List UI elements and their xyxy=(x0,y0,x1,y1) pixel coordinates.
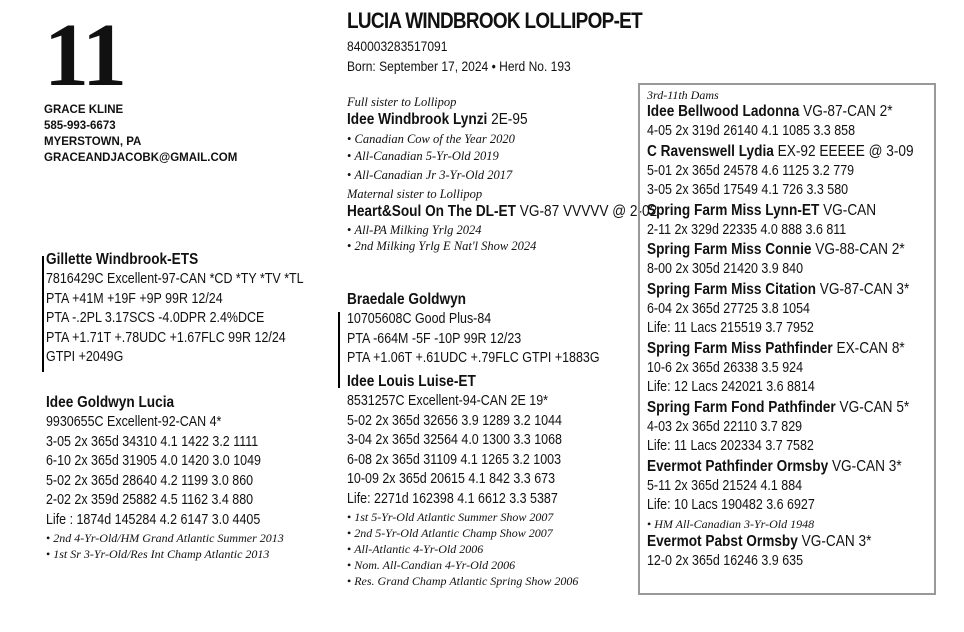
full-sister-note: • All-Canadian Jr 3-Yr-Old 2017 xyxy=(347,167,552,183)
dam-name: Idee Goldwyn Lucia xyxy=(46,394,175,411)
granddam-name: Idee Louis Luise-ET xyxy=(347,373,476,390)
sire-line: PTA +1.71T +.78UDC +1.67FLC 99R 12/24 xyxy=(46,329,286,346)
mgs-section xyxy=(347,290,641,369)
dam-note: • 2nd 4-Yr-Old/HM Grand Atlantic Summer 2013 xyxy=(46,530,296,546)
granddam-line: 3-04 2x 365d 32564 4.0 1300 3.3 1068 xyxy=(347,432,562,448)
owner-info xyxy=(44,102,237,166)
full-sister-section xyxy=(347,94,552,183)
dam-entry-note: • HM All-Canadian 3-Yr-Old 1948 xyxy=(647,516,950,532)
dam-entry-line: 3-05 2x 365d 17549 4.1 726 3.3 580 xyxy=(647,182,849,198)
granddam-line: 10-09 2x 365d 20615 4.1 842 3.3 673 xyxy=(347,471,556,487)
granddam-note: • Nom. All-Candian 4-Yr-Old 2006 xyxy=(347,557,597,573)
mgs-bracket xyxy=(338,312,340,388)
sire-name: Gillette Windbrook-ETS xyxy=(46,251,199,268)
full-sister-name: Idee Windbrook Lynzi 2E-95 xyxy=(347,111,528,128)
granddam-line: 8531257C Excellent-94-CAN 2E 19* xyxy=(347,393,549,409)
granddam-note: • 2nd 5-Yr-Old Atlantic Champ Show 2007 xyxy=(347,525,597,541)
granddam-note: • All-Atlantic 4-Yr-Old 2006 xyxy=(347,541,597,557)
dam-entry-name: Evermot Pabst Ormsby VG-CAN 3* xyxy=(647,532,872,550)
dam-entry-name: C Ravenswell Lydia EX-92 EEEEE @ 3-09 xyxy=(647,142,914,160)
maternal-sister-note: • 2nd Milking Yrlg E Nat'l Show 2024 xyxy=(347,238,700,254)
dam-entry-line: Life: 11 Lacs 202334 3.7 7582 xyxy=(647,438,814,454)
animal-id: 840003283517091 xyxy=(347,38,448,54)
dam-entry-line: 12-0 2x 365d 16246 3.9 635 xyxy=(647,552,804,569)
dam-line: 2-02 2x 359d 25882 4.5 1162 3.4 880 xyxy=(46,492,254,508)
dam-line: Life : 1874d 145284 4.2 6147 3.0 4405 xyxy=(46,511,261,528)
dams-box-content xyxy=(647,88,950,571)
sire-section xyxy=(46,250,346,368)
mgs-line: PTA -664M -5F -10P 99R 12/23 xyxy=(347,330,522,347)
dam-entry-line: 6-04 2x 365d 27725 3.8 1054 xyxy=(647,300,810,317)
dam-entry-line: 5-01 2x 365d 24578 4.6 1125 3.2 779 xyxy=(647,162,855,179)
granddam-note: • Res. Grand Champ Atlantic Spring Show 2006 xyxy=(347,573,597,589)
dam-section xyxy=(46,393,296,562)
dam-entry-line: Life: 11 Lacs 215519 3.7 7952 xyxy=(647,320,814,336)
dam-entry-line: 4-05 2x 319d 26140 4.1 1085 3.3 858 xyxy=(647,123,856,139)
sire-line: PTA +41M +19F +9P 99R 12/24 xyxy=(46,290,223,307)
mgs-name: Braedale Goldwyn xyxy=(347,291,467,308)
animal-name: LUCIA WINDBROOK LOLLIPOP-ET xyxy=(347,8,642,33)
dam-line: 5-02 2x 365d 28640 4.2 1199 3.0 860 xyxy=(46,472,254,489)
owner-email: GRACEANDJACOBK@GMAIL.COM xyxy=(44,152,238,164)
dam-entry-line: Life: 12 Lacs 242021 3.6 8814 xyxy=(647,379,815,395)
full-sister-note: • Canadian Cow of the Year 2020 xyxy=(347,131,552,147)
animal-born: Born: September 17, 2024 • Herd No. 193 xyxy=(347,58,571,74)
sire-bracket xyxy=(42,256,44,372)
dams-box-label: 3rd-11th Dams xyxy=(647,88,719,102)
sire-line: 7816429C Excellent-97-CAN *CD *TY *TV *TL xyxy=(46,271,304,287)
dam-entry-name: Spring Farm Miss Lynn-ET VG-CAN xyxy=(647,201,877,219)
dam-line: 3-05 2x 365d 34310 4.1 1422 3.2 1111 xyxy=(46,433,259,450)
granddam-line: 6-08 2x 365d 31109 4.1 1265 3.2 1003 xyxy=(347,451,562,468)
maternal-sister-note: • All-PA Milking Yrlg 2024 xyxy=(347,222,700,238)
dam-entry-name: Evermot Pathfinder Ormsby VG-CAN 3* xyxy=(647,457,902,475)
maternal-sister-name: Heart&Soul On The DL-ET VG-87 VVVVV @ 2-02 xyxy=(347,203,658,220)
sire-line: PTA -.2PL 3.17SCS -4.0DPR 2.4%DCE xyxy=(46,310,265,326)
dam-entry-line: 8-00 2x 305d 21420 3.9 840 xyxy=(647,261,804,277)
dam-entry-line: 5-11 2x 365d 21524 4.1 884 xyxy=(647,477,803,494)
dam-entry-name: Spring Farm Fond Pathfinder VG-CAN 5* xyxy=(647,398,910,416)
granddam-note: • 1st 5-Yr-Old Atlantic Summer Show 2007 xyxy=(347,509,597,525)
dam-line: 9930655C Excellent-92-CAN 4* xyxy=(46,414,222,430)
dam-entry-name: Idee Bellwood Ladonna VG-87-CAN 2* xyxy=(647,103,893,120)
dam-entry-line: 2-11 2x 329d 22335 4.0 888 3.6 811 xyxy=(647,221,847,238)
granddam-line: Life: 2271d 162398 4.1 6612 3.3 5387 xyxy=(347,490,558,507)
mgs-line: 10705608C Good Plus-84 xyxy=(347,311,492,327)
full-sister-note: • All-Canadian 5-Yr-Old 2019 xyxy=(347,148,552,164)
dam-note: • 1st Sr 3-Yr-Old/Res Int Champ Atlantic 2013 xyxy=(46,546,296,562)
granddam-section xyxy=(347,372,597,589)
dam-entry-line: 4-03 2x 365d 22110 3.7 829 xyxy=(647,418,803,435)
dam-entry-name: Spring Farm Miss Citation VG-87-CAN 3* xyxy=(647,280,910,298)
full-sister-label: Full sister to Lollipop xyxy=(347,95,457,109)
lot-number: 11 xyxy=(44,6,126,105)
granddam-line: 5-02 2x 365d 32656 3.9 1289 3.2 1044 xyxy=(347,412,562,429)
dam-entry-name: Spring Farm Miss Connie VG-88-CAN 2* xyxy=(647,241,905,258)
owner-phone: 585-993-6673 xyxy=(44,120,116,132)
dam-entry-name: Spring Farm Miss Pathfinder EX-CAN 8* xyxy=(647,339,905,357)
maternal-sister-label: Maternal sister to Lollipop xyxy=(347,187,483,201)
dam-line: 6-10 2x 365d 31905 4.0 1420 3.0 1049 xyxy=(46,453,261,469)
mgs-line: PTA +1.06T +.61UDC +.79FLC GTPI +1883G xyxy=(347,350,600,366)
dam-entry-line: 10-6 2x 365d 26338 3.5 924 xyxy=(647,359,804,376)
dam-entry-line: Life: 10 Lacs 190482 3.6 6927 xyxy=(647,497,815,513)
owner-name: GRACE KLINE xyxy=(44,104,124,116)
sire-line: GTPI +2049G xyxy=(46,349,124,365)
owner-location: MYERSTOWN, PA xyxy=(44,136,142,148)
